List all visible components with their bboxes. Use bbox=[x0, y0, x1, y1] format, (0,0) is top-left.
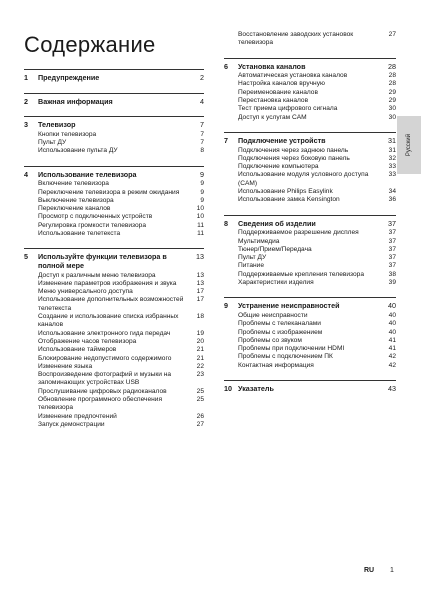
toc-entry-title: Автоматическая установка каналов bbox=[238, 72, 348, 80]
toc-entry-page: 29 bbox=[388, 88, 396, 96]
toc-entry-title: Мультимедиа bbox=[238, 237, 280, 245]
toc-entry-title: Использование электронного гида передач bbox=[38, 329, 171, 337]
toc-entry[interactable] bbox=[238, 312, 396, 320]
toc-entry-title: Поддерживаемое разрешение дисплея bbox=[238, 229, 359, 237]
toc-section-heading[interactable] bbox=[24, 74, 204, 83]
toc-entry-page: 18 bbox=[196, 313, 204, 321]
toc-entry-page: 7 bbox=[200, 130, 204, 138]
toc-entry-title: Подключение компьютера bbox=[238, 163, 319, 171]
toc-entry-page: 13 bbox=[196, 271, 204, 279]
toc-section-title: Используйте функции телевизора в полной мере bbox=[38, 252, 167, 270]
toc-entry-page: 19 bbox=[196, 329, 204, 337]
toc-entry-page: 22 bbox=[196, 362, 204, 370]
toc-right-column bbox=[224, 31, 396, 404]
toc-entry-title: Тюнер/Прием/Передача bbox=[238, 245, 312, 253]
toc-entry-page: 38 bbox=[388, 270, 396, 278]
toc-entry-page: 37 bbox=[388, 245, 396, 253]
toc-entry-title: Воспроизведение фотографий и музыки на запоминающих устройствах USB bbox=[38, 371, 172, 387]
toc-entry-title: Подключения через боковую панель bbox=[238, 154, 350, 162]
toc-entry-title: Проблемы при подключении HDMI bbox=[238, 345, 345, 353]
toc-entry[interactable] bbox=[238, 246, 396, 254]
toc-entry-page: 40 bbox=[388, 311, 396, 319]
toc-entry-page: 9 bbox=[200, 188, 204, 196]
toc-entry[interactable] bbox=[238, 163, 396, 171]
toc-entry-page: 17 bbox=[196, 288, 204, 296]
toc-section-number: 9 bbox=[224, 301, 228, 311]
toc-section-title: Телевизор bbox=[38, 120, 76, 130]
toc-entry-page: 25 bbox=[196, 387, 204, 395]
toc-entry[interactable] bbox=[238, 353, 396, 361]
toc-section-page: 9 bbox=[200, 169, 204, 179]
toc-entry-title: Включение телевизора bbox=[38, 180, 109, 188]
toc-entry[interactable] bbox=[238, 337, 396, 345]
toc-section-page: 40 bbox=[388, 301, 396, 311]
toc-entry-list bbox=[224, 312, 396, 370]
toc-entry[interactable] bbox=[238, 105, 396, 113]
toc-entry-title: Питание bbox=[238, 262, 265, 270]
toc-entry-page: 33 bbox=[388, 163, 396, 171]
toc-entry-title: Настройка каналов вручную bbox=[238, 80, 325, 88]
toc-section-page: 7 bbox=[200, 120, 204, 130]
toc-entry-title: Создание и использование списка избранных каналов bbox=[38, 313, 179, 329]
toc-left-column bbox=[24, 69, 204, 439]
toc-entry-list bbox=[224, 72, 396, 122]
toc-section bbox=[24, 248, 204, 429]
toc-entry[interactable] bbox=[238, 329, 396, 337]
toc-entry-list bbox=[224, 31, 396, 48]
toc-entry-title: Блокирование недопустимого содержимого bbox=[38, 354, 172, 362]
toc-entry-title: Тест приема цифрового сигнала bbox=[238, 105, 338, 113]
toc-entry-title: Переключение телевизора в режим ожидания bbox=[38, 188, 180, 196]
toc-entry-title: Использование телетекста bbox=[38, 230, 121, 238]
toc-entry[interactable] bbox=[238, 114, 396, 122]
toc-entry-title: Запуск демонстрации bbox=[38, 420, 105, 428]
toc-section-page: 28 bbox=[388, 61, 396, 71]
toc-entry-page: 10 bbox=[196, 205, 204, 213]
toc-section-title: Предупреждение bbox=[38, 73, 100, 82]
toc-section-heading[interactable] bbox=[224, 137, 396, 146]
toc-entry-page: 42 bbox=[388, 361, 396, 369]
toc-entry-title: Контактная информация bbox=[238, 361, 314, 369]
toc-entry-title: Использование модуля условного доступа (CAM) bbox=[238, 171, 369, 187]
toc-section-heading[interactable] bbox=[24, 171, 204, 180]
toc-entry-page: 7 bbox=[200, 139, 204, 147]
toc-section-title: Указатель bbox=[238, 383, 274, 393]
toc-entry-page: 10 bbox=[196, 213, 204, 221]
toc-entry-list bbox=[224, 147, 396, 205]
toc-entry-page: 21 bbox=[196, 346, 204, 354]
toc-entry-title: Изменение параметров изображения и звука bbox=[38, 279, 177, 287]
toc-entry-title: Прослушивание цифровых радиоканалов bbox=[38, 387, 167, 395]
toc-continued-entries bbox=[224, 31, 396, 48]
toc-entry[interactable] bbox=[238, 188, 396, 196]
toc-entry[interactable] bbox=[38, 180, 204, 188]
toc-entry[interactable] bbox=[238, 320, 396, 328]
toc-entry[interactable] bbox=[238, 279, 396, 287]
toc-entry-title: Использование дополнительных возможностей телетекста bbox=[38, 296, 184, 312]
toc-section-page: 31 bbox=[388, 135, 396, 145]
toc-entry-page: 40 bbox=[388, 328, 396, 336]
toc-entry-page: 25 bbox=[196, 395, 204, 403]
toc-entry-title: Характеристики изделия bbox=[238, 279, 314, 287]
toc-section bbox=[224, 215, 396, 288]
toc-entry-page: 17 bbox=[196, 296, 204, 304]
toc-entry[interactable] bbox=[238, 80, 396, 88]
toc-entry-list bbox=[24, 180, 204, 238]
toc-section-number: 4 bbox=[24, 169, 28, 179]
toc-entry[interactable] bbox=[38, 272, 204, 280]
toc-section-heading[interactable] bbox=[224, 220, 396, 229]
toc-entry-page: 11 bbox=[197, 221, 204, 229]
toc-entry-title: Использование Philips Easylink bbox=[238, 188, 333, 196]
toc-entry[interactable] bbox=[238, 89, 396, 97]
toc-entry-title: Использование замка Kensington bbox=[238, 196, 340, 204]
toc-entry[interactable] bbox=[38, 230, 204, 238]
toc-entry[interactable] bbox=[238, 196, 396, 204]
toc-entry-title: Изменение предпочтений bbox=[38, 412, 117, 420]
toc-entry[interactable] bbox=[38, 363, 204, 371]
toc-entry[interactable] bbox=[38, 296, 204, 313]
toc-entry-page: 37 bbox=[388, 262, 396, 270]
toc-section-page: 4 bbox=[200, 96, 204, 106]
toc-section-title: Важная информация bbox=[38, 96, 113, 106]
toc-entry[interactable] bbox=[38, 330, 204, 338]
toc-entry-page: 34 bbox=[388, 188, 396, 196]
toc-entry-page: 30 bbox=[388, 113, 396, 121]
toc-entry-title: Обновление программного обеспечения телевизора bbox=[38, 395, 163, 412]
toc-entry[interactable] bbox=[38, 338, 204, 346]
toc-section-heading[interactable] bbox=[24, 121, 204, 130]
toc-entry[interactable] bbox=[238, 229, 396, 237]
toc-entry-title: Использование пульта ДУ bbox=[38, 147, 118, 155]
toc-entry-title: Проблемы с телеканалами bbox=[238, 320, 321, 328]
toc-section-page: 13 bbox=[196, 252, 204, 262]
toc-section-heading[interactable] bbox=[224, 302, 396, 311]
toc-entry-page: 37 bbox=[388, 229, 396, 237]
toc-entry-list bbox=[224, 229, 396, 287]
footer-page-number: 1 bbox=[390, 567, 394, 574]
toc-entry-title: Восстановление заводских установок телевизора bbox=[238, 31, 354, 47]
toc-entry-title: Пульт ДУ bbox=[38, 139, 67, 147]
toc-entry-title: Просмотр с подключенных устройств bbox=[38, 213, 153, 221]
toc-section-heading[interactable] bbox=[24, 253, 204, 270]
toc-entry-title: Переименование каналов bbox=[238, 88, 318, 96]
toc-section-number: 5 bbox=[24, 252, 28, 262]
language-side-tab bbox=[397, 116, 421, 174]
toc-entry-title: Доступ к различным меню телевизора bbox=[38, 271, 156, 279]
toc-entry-page: 9 bbox=[200, 196, 204, 204]
toc-entry[interactable] bbox=[38, 388, 204, 396]
toc-entry-page: 42 bbox=[388, 353, 396, 361]
toc-section bbox=[24, 69, 204, 83]
toc-section-number: 8 bbox=[224, 218, 228, 228]
toc-entry[interactable] bbox=[38, 313, 204, 330]
toc-section-title: Установка каналов bbox=[238, 61, 306, 71]
toc-entry[interactable] bbox=[38, 131, 204, 139]
toc-entry-title: Проблемы с подключением ПК bbox=[238, 353, 333, 361]
toc-entry[interactable] bbox=[38, 280, 204, 288]
toc-section-number: 7 bbox=[224, 135, 228, 145]
toc-entry-title: Общие неисправности bbox=[238, 311, 308, 319]
toc-entry-title: Проблемы со звуком bbox=[238, 336, 302, 344]
toc-entry-title: Доступ к услугам CAM bbox=[238, 113, 307, 121]
footer-language: RU bbox=[364, 567, 375, 574]
toc-section-number: 2 bbox=[24, 96, 28, 106]
toc-section-page: 2 bbox=[200, 73, 204, 82]
toc-entry[interactable] bbox=[238, 238, 396, 246]
toc-entry-title: Пульт ДУ bbox=[238, 254, 267, 262]
toc-section-page: 43 bbox=[388, 383, 396, 393]
toc-entry-page: 27 bbox=[196, 420, 204, 428]
toc-entry[interactable] bbox=[238, 362, 396, 370]
toc-entry-list bbox=[24, 131, 204, 156]
toc-entry-title: Изменение языка bbox=[38, 362, 93, 370]
toc-entry-title: Регулировка громкости телевизора bbox=[38, 221, 147, 229]
toc-section-number: 10 bbox=[224, 383, 232, 393]
toc-entry[interactable] bbox=[38, 197, 204, 205]
toc-entry[interactable] bbox=[238, 31, 396, 48]
toc-entry-page: 9 bbox=[200, 180, 204, 188]
toc-entry-page: 39 bbox=[388, 279, 396, 287]
toc-entry-page: 30 bbox=[388, 105, 396, 113]
toc-section-title: Подключение устройств bbox=[238, 135, 326, 145]
toc-entry-page: 26 bbox=[196, 412, 204, 420]
toc-entry-page: 27 bbox=[388, 31, 396, 38]
toc-entry[interactable] bbox=[238, 147, 396, 155]
toc-section bbox=[24, 166, 204, 239]
toc-entry-title: Поддерживаемые крепления телевизора bbox=[238, 270, 364, 278]
toc-entry-page: 41 bbox=[388, 345, 396, 353]
toc-entry-page: 23 bbox=[196, 371, 204, 379]
toc-entry-page: 40 bbox=[388, 320, 396, 328]
toc-entry-page: 11 bbox=[197, 230, 204, 238]
toc-entry[interactable] bbox=[38, 222, 204, 230]
toc-entry[interactable] bbox=[38, 346, 204, 354]
toc-entry-title: Переключение каналов bbox=[38, 205, 111, 213]
toc-entry-title: Выключение телевизора bbox=[38, 196, 114, 204]
toc-section-heading[interactable] bbox=[24, 98, 204, 107]
toc-entry-title: Перестановка каналов bbox=[238, 97, 309, 105]
toc-entry[interactable] bbox=[38, 147, 204, 155]
toc-section-number: 1 bbox=[24, 73, 28, 82]
toc-entry[interactable] bbox=[238, 262, 396, 270]
toc-entry[interactable] bbox=[238, 97, 396, 105]
toc-section bbox=[24, 93, 204, 107]
toc-entry-page: 33 bbox=[388, 171, 396, 179]
toc-entry-page: 13 bbox=[196, 279, 204, 287]
toc-entry[interactable] bbox=[38, 189, 204, 197]
page-title: Содержание bbox=[24, 32, 156, 57]
toc-entry-page: 32 bbox=[388, 154, 396, 162]
toc-entry-page: 28 bbox=[388, 80, 396, 88]
toc-section-number: 6 bbox=[224, 61, 228, 71]
toc-section bbox=[224, 132, 396, 205]
toc-section-title: Устранение неисправностей bbox=[238, 301, 340, 311]
toc-entry-title: Использование таймеров bbox=[38, 346, 117, 354]
toc-section-page: 37 bbox=[388, 218, 396, 228]
toc-entry-list bbox=[24, 272, 204, 430]
toc-section-heading[interactable] bbox=[224, 385, 396, 394]
toc-section-number: 3 bbox=[24, 120, 28, 130]
toc-entry-page: 37 bbox=[388, 254, 396, 262]
toc-entry-title: Кнопки телевизора bbox=[38, 130, 97, 138]
toc-entry[interactable] bbox=[38, 139, 204, 147]
toc-entry-page: 21 bbox=[196, 354, 204, 362]
toc-entry-page: 8 bbox=[200, 147, 204, 155]
toc-entry-title: Подключения через заднюю панель bbox=[238, 146, 349, 154]
toc-entry[interactable] bbox=[38, 371, 204, 388]
toc-entry[interactable] bbox=[238, 271, 396, 279]
toc-section-title: Сведения об изделии bbox=[238, 218, 316, 228]
language-side-tab-label: Русский bbox=[406, 133, 412, 157]
toc-entry-title: Проблемы с изображением bbox=[238, 328, 323, 336]
toc-section bbox=[224, 297, 396, 370]
toc-entry[interactable] bbox=[38, 413, 204, 421]
toc-section bbox=[224, 380, 396, 394]
toc-section bbox=[24, 116, 204, 155]
toc-entry[interactable] bbox=[38, 213, 204, 221]
toc-entry-title: Меню универсального доступа bbox=[38, 288, 133, 296]
toc-section-heading[interactable] bbox=[224, 63, 396, 72]
toc-entry-page: 37 bbox=[388, 237, 396, 245]
toc-entry-page: 29 bbox=[388, 97, 396, 105]
toc-entry[interactable] bbox=[38, 396, 204, 413]
toc-entry[interactable] bbox=[38, 355, 204, 363]
toc-section bbox=[224, 58, 396, 122]
toc-entry-title: Отображение часов телевизора bbox=[38, 337, 137, 345]
toc-entry-page: 36 bbox=[388, 196, 396, 204]
toc-section-title: Использование телевизора bbox=[38, 169, 137, 179]
toc-entry[interactable] bbox=[238, 171, 396, 188]
toc-entry-page: 28 bbox=[388, 72, 396, 80]
toc-entry-page: 41 bbox=[388, 336, 396, 344]
toc-entry[interactable] bbox=[38, 421, 204, 429]
toc-entry-page: 20 bbox=[196, 337, 204, 345]
toc-entry[interactable] bbox=[238, 155, 396, 163]
toc-entry-page: 31 bbox=[388, 146, 396, 154]
toc-entry[interactable] bbox=[238, 254, 396, 262]
